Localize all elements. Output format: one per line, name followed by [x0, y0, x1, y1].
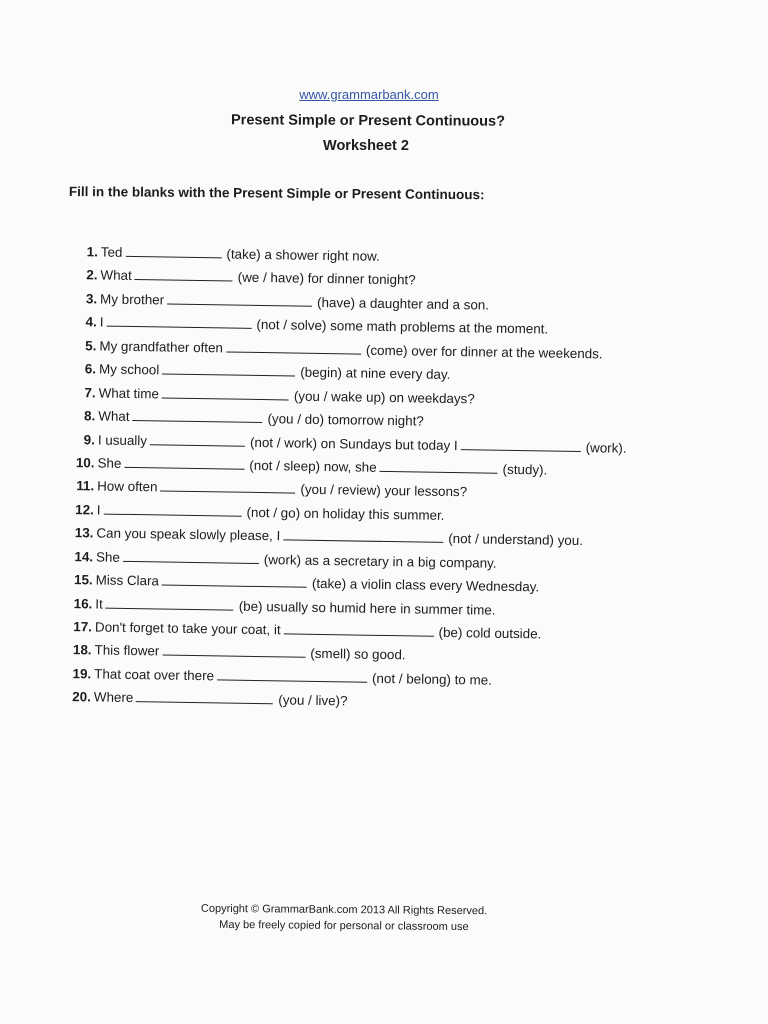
- exercise-text: (not / sleep) now, she: [249, 457, 377, 475]
- exercise-number: 6.: [84, 361, 97, 377]
- exercise-text: She: [95, 549, 121, 565]
- exercise-text: (work).: [585, 439, 627, 456]
- answer-blank[interactable]: [136, 689, 273, 704]
- answer-blank[interactable]: [135, 267, 233, 282]
- exercise-number: 4.: [85, 314, 97, 330]
- worksheet-subtitle: Worksheet 2: [323, 138, 409, 154]
- exercise-number: 3.: [85, 291, 98, 307]
- exercise-number: 13.: [74, 525, 94, 541]
- exercise-number: 10.: [75, 455, 95, 471]
- exercise-number: 20.: [72, 689, 91, 705]
- exercise-text: Miss Clara: [95, 572, 160, 589]
- exercise-text: (take) a shower right now.: [226, 246, 380, 264]
- answer-blank[interactable]: [380, 459, 498, 474]
- exercise-text: (be) usually so humid here in summer time.: [238, 598, 496, 618]
- answer-blank[interactable]: [167, 291, 312, 306]
- exercise-text: (not / go) on holiday this summer.: [246, 504, 445, 523]
- exercise-text: What: [98, 408, 130, 425]
- exercise-number: 9.: [83, 431, 96, 447]
- exercise-number: 12.: [75, 501, 94, 518]
- answer-blank[interactable]: [162, 362, 295, 377]
- exercise-text: (take) a violin class every Wednesday.: [311, 575, 540, 595]
- exercise-number: 18.: [72, 642, 92, 658]
- answer-blank[interactable]: [106, 314, 251, 329]
- exercise-text: (smell) so good.: [310, 646, 406, 663]
- exercise-text: My grandfather often: [99, 338, 224, 356]
- answer-blank[interactable]: [123, 549, 259, 564]
- answer-blank[interactable]: [132, 408, 262, 423]
- exercise-text: My brother: [100, 291, 165, 308]
- exercise-text: Where: [93, 689, 134, 706]
- answer-blank[interactable]: [160, 479, 295, 494]
- exercise-text: This flower: [94, 642, 160, 659]
- exercise-text: (not / understand) you.: [448, 531, 584, 549]
- exercise-list: [63, 243, 690, 721]
- site-link[interactable]: www.grammarbank.com: [299, 87, 439, 102]
- copyright-notice: Copyright © GrammarBank.com 2013 All Rights Reserved.: [200, 902, 488, 918]
- exercise-text: My school: [98, 361, 160, 378]
- exercise-text: I: [99, 314, 104, 330]
- exercise-text: (we / have) for dinner tonight?: [237, 270, 416, 288]
- answer-blank[interactable]: [124, 455, 244, 470]
- exercise-number: 8.: [83, 408, 96, 424]
- exercise-text: I: [96, 502, 101, 518]
- exercise-text: What: [100, 267, 132, 284]
- exercise-number: 17.: [73, 619, 93, 635]
- exercise-number: 5.: [85, 338, 97, 354]
- answer-blank[interactable]: [226, 339, 361, 354]
- exercise-number: 15.: [73, 572, 93, 588]
- instructions: Fill in the blanks with the Present Simple or Present Continuous:: [68, 184, 485, 203]
- exercise-text: That coat over there: [94, 666, 215, 684]
- answer-blank[interactable]: [162, 573, 307, 588]
- answer-blank[interactable]: [162, 643, 305, 658]
- exercise-text: (not / belong) to me.: [371, 670, 492, 688]
- exercise-text: (not / work) on Sundays but today I: [249, 434, 458, 453]
- exercise-text: (come) over for dinner at the weekends.: [365, 342, 603, 362]
- exercise-number: 11.: [76, 478, 95, 494]
- answer-blank[interactable]: [125, 244, 221, 259]
- exercise-text: Don't forget to take your coat, it: [94, 619, 281, 638]
- exercise-text: Can you speak slowly please, I: [96, 525, 281, 544]
- answer-blank[interactable]: [283, 528, 443, 544]
- exercise-number: 14.: [74, 548, 94, 565]
- exercise-text: (begin) at nine every day.: [300, 364, 451, 383]
- exercise-number: 7.: [84, 384, 96, 401]
- worksheet-title: Present Simple or Present Continuous?: [230, 112, 506, 130]
- exercise-number: 2.: [86, 267, 98, 283]
- exercise-text: She: [97, 455, 122, 471]
- answer-blank[interactable]: [103, 501, 241, 516]
- exercise-text: Ted: [100, 244, 123, 260]
- exercise-text: (study).: [502, 461, 548, 478]
- answer-blank[interactable]: [162, 385, 289, 400]
- exercise-text: (be) cold outside.: [438, 624, 542, 642]
- answer-blank[interactable]: [284, 621, 434, 636]
- answer-blank[interactable]: [106, 595, 234, 610]
- exercise-number: 19.: [72, 665, 92, 682]
- exercise-text: What time: [98, 385, 160, 402]
- answer-blank[interactable]: [461, 437, 581, 452]
- exercise-number: 16.: [73, 595, 93, 611]
- exercise-text: (have) a daughter and a son.: [316, 294, 490, 313]
- usage-notice: May be freely copied for personal or classroom use: [219, 918, 469, 934]
- exercise-number: 1.: [86, 244, 98, 260]
- exercise-text: It: [95, 596, 103, 612]
- exercise-text: I usually: [97, 431, 148, 448]
- footer: [0, 899, 688, 937]
- exercise-text: (work) as a secretary in a big company.: [263, 551, 497, 571]
- exercise-text: (you / review) your lessons?: [300, 482, 468, 500]
- exercise-text: (you / do) tomorrow night?: [267, 411, 424, 429]
- answer-blank[interactable]: [217, 667, 367, 682]
- exercise-text: (you / live)?: [278, 692, 348, 709]
- exercise-text: (not / solve) some math problems at the moment.: [256, 317, 549, 337]
- exercise-text: (you / wake up) on weekdays?: [293, 388, 475, 407]
- exercise-text: How often: [97, 478, 158, 495]
- answer-blank[interactable]: [150, 432, 245, 446]
